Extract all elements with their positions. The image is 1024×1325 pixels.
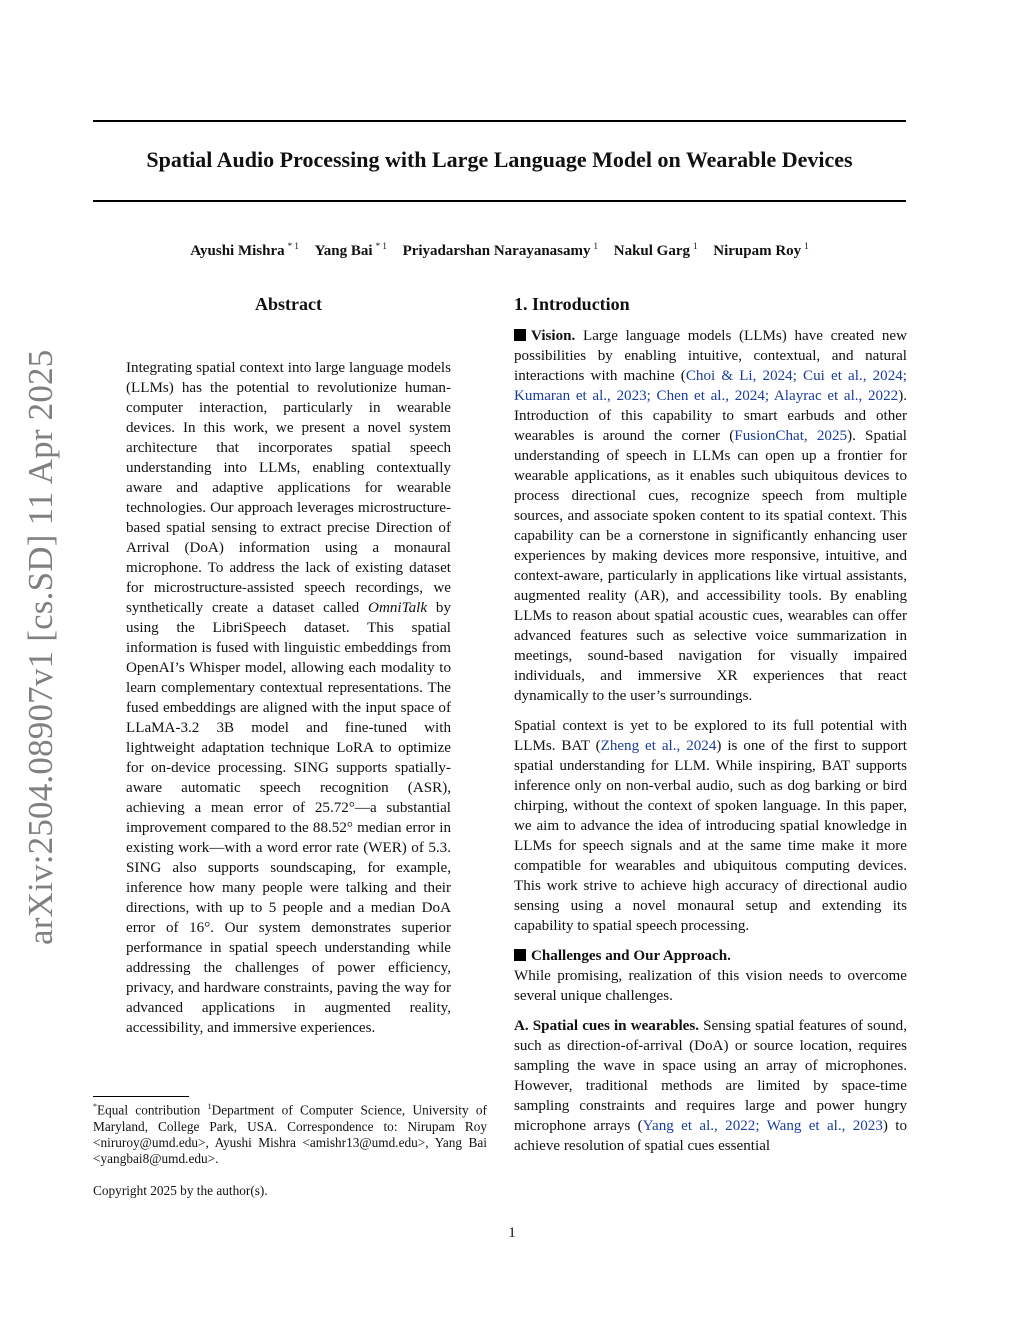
citation-link[interactable]: FusionChat, 2025: [734, 428, 848, 444]
square-bullet-icon: [514, 329, 526, 341]
author: Priyadarshan Narayanasamy $^1$: [402, 241, 598, 259]
paragraph-spatial-cues: A. Spatial cues in wearables. Sensing spatial features of sound, such as direction-of-arrival (DoA) or source location, requires sampling the wave in space using an array of microphones. However, traditional methods are limited by space-time sampling constraints and requires large and power hungry microphone arrays (Yang et al., 2022; Wang et al., 2023) to achieve resolution of spatial cues essential: [514, 1018, 907, 1154]
paper-title: Spatial Audio Processing with Large Language Model on Wearable Devices: [146, 147, 853, 172]
copyright-notice: Copyright 2025 by the author(s).: [93, 1183, 268, 1198]
square-bullet-icon: [514, 949, 526, 961]
author: Ayushi Mishra $^{* 1}$: [190, 241, 299, 259]
introduction-body: [514, 326, 907, 1166]
footnote-rule: [93, 1096, 189, 1097]
citation-link[interactable]: Choi & Li, 2024; Cui et al., 2024; Kumaran et al., 2023; Chen et al., 2024; Alayrac et al., 2022: [514, 368, 907, 404]
footnote: *Equal contribution $^1$Department of Computer Science, University of Maryland, College Park, USA. Correspondence to: Nirupam Roy <niruroy@umd.edu>, Ayushi Mishra <amishr13@umd.edu>, Yang Bai <yangbai8@umd.edu>.: [93, 1102, 487, 1167]
page-number: 1: [508, 1225, 516, 1241]
abstract-heading: Abstract: [255, 294, 322, 314]
section-heading-introduction: 1. Introduction: [514, 294, 630, 314]
paragraph-vision: Vision. Large language models (LLMs) have created new possibilities by enabling intuitive, contextual, and natural interactions with machine (Choi & Li, 2024; Cui et al., 2024; Kumaran et al., 2023; Chen et al., 2024; Alayrac et al., 2022). Introduction of this capability to smart earbuds and other wearables is around the corner (FusionChat, 2025). Spatial understanding of speech in LLMs can open up a frontier for wearable applications, as it enables such ubiquitous devices to process directional cues, recognize speech from multiple sources, and associate spoken content to its spatial context. This capability can be a cornerstone in significantly enhancing user experiences by making devices more responsive, intuitive, and context-aware, particularly in applications like virtual assistants, augmented reality (AR), and accessibility tools. By enabling LLMs to reason about spatial acoustic cues, wearables can offer advanced features such as selective voice summarization in meetings, sound-based navigation for visually impaired individuals, and immersive XR experiences that react dynamically to the user’s surroundings.: [514, 328, 907, 704]
citation-link[interactable]: Yang et al., 2022; Wang et al., 2023: [642, 1118, 883, 1134]
title-bottom-rule: [93, 200, 906, 202]
arxiv-stamp: arXiv:2504.08907v1 [cs.SD] 11 Apr 2025: [21, 349, 60, 945]
author: Nirupam Roy $^1$: [713, 241, 809, 259]
title-top-rule: [93, 120, 906, 122]
author: Yang Bai $^{* 1}$: [314, 241, 387, 259]
author-list: [93, 234, 906, 263]
abstract-text: Integrating spatial context into large language models (LLMs) has the potential to revolutionize human-computer interaction, particularly in wearable devices. In this work, we present a novel system architecture that incorporates spatial speech understanding into LLMs, enabling contextually aware and adaptive applications for wearable technologies. Our approach leverages microstructure-based spatial sensing to extract precise Direction of Arrival (DoA) information using a monaural microphone. To address the lack of existing dataset for microstructure-assisted speech recordings, we synthetically create a dataset called OmniTalk by using the LibriSpeech dataset. This spatial information is fused with linguistic embeddings from OpenAI’s Whisper model, allowing each modality to learn complementary contextual representations. The fused embeddings are aligned with the input space of LLaMA-3.2 3B model and fine-tuned with lightweight adaptation technique LoRA to optimize for on-device processing. SING supports spatially-aware automatic speech recognition (ASR), achieving a mean error of 25.72°—a substantial improvement compared to the 88.52° median error in existing work—with a word error rate (WER) of 5.3. SING also supports soundscaping, for example, inference how many people were talking and their directions, with up to 5 people and a median DoA error of 16°. Our system demonstrates superior performance in spatial speech understanding while addressing the challenges of power efficiency, privacy, and hardware constraints, paving the way for advanced applications in augmented reality, accessibility, and immersive experiences.: [126, 360, 451, 1036]
paragraph-challenges: While promising, realization of this vision needs to overcome several unique challenges.: [514, 968, 907, 1004]
paragraph-spatial-context: Spatial context is yet to be explored to its full potential with LLMs. BAT (Zheng et al., 2024) is one of the first to support spatial understanding for LLM. While inspiring, BAT supports inference only on non-verbal audio, such as dog barking or bird chirping, without the context of spoken language. In this paper, we aim to advance the idea of introducing spatial knowledge in LLMs for speech signals and at the same time make it more compatible for wearables and ubiquitous computing devices. This work strive to achieve high accuracy of directional audio sensing using a novel monaural setup and extending its capability to spatial speech processing.: [514, 718, 907, 934]
paragraph-challenges-heading: Challenges and Our Approach.: [514, 946, 907, 966]
citation-link[interactable]: Zheng et al., 2024: [600, 738, 717, 754]
author: Nakul Garg $^1$: [613, 241, 698, 259]
